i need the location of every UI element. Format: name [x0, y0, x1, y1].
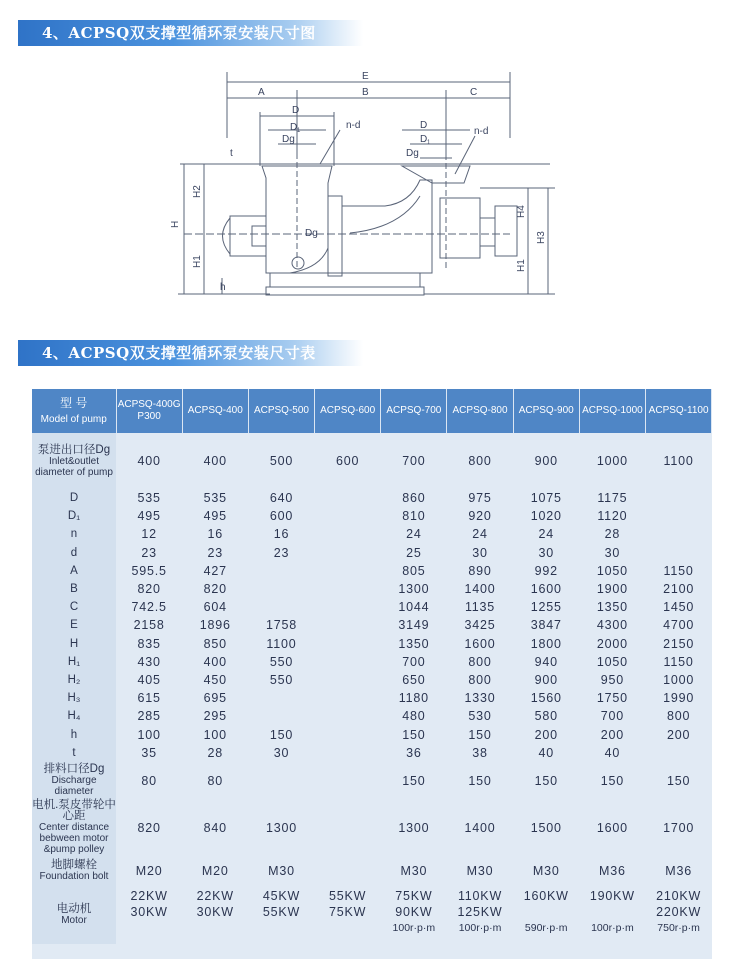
- row-4-cell: 805: [402, 563, 426, 578]
- row-1-cell: 600: [269, 509, 294, 524]
- row-1: [32, 507, 712, 525]
- row-3-cell: 25: [406, 545, 422, 560]
- dim-Dg-left: Dg: [282, 134, 295, 145]
- row-8: [32, 635, 712, 653]
- row-4-cell: 992: [534, 563, 558, 578]
- row-7-cell: 3847: [530, 618, 562, 633]
- row-7: [32, 616, 712, 634]
- table-body: [32, 433, 712, 944]
- row-1-cell: 810: [402, 509, 426, 524]
- row-14-cell: 35: [141, 745, 157, 760]
- dim-H3: H3: [536, 231, 547, 244]
- motor-cell: 75KW 90KW 100r·p·m: [392, 888, 436, 934]
- row-14-cell: 38: [472, 745, 488, 760]
- row-0-cell: 535: [137, 491, 161, 506]
- dim-H: H: [170, 220, 181, 228]
- row-3-cell: 23: [273, 545, 290, 560]
- bolt-row-cell: M30: [400, 863, 428, 878]
- row-0-cell: 1075: [530, 491, 562, 506]
- row-8-cell: 2150: [663, 636, 695, 651]
- row-6-cell: 604: [203, 600, 227, 615]
- row-1-cell: [646, 507, 712, 525]
- row-5-cell: 820: [137, 582, 161, 597]
- row-13-cell: 150: [269, 727, 294, 742]
- row-0-cell: 860: [402, 491, 426, 506]
- row-4: [32, 562, 712, 580]
- dimension-table-panel: [32, 389, 712, 959]
- row-11-cell: 615: [137, 691, 161, 706]
- header-model-3: ACPSQ-600: [315, 389, 381, 433]
- row-9-cell: [315, 653, 381, 671]
- row-0-cell: [646, 489, 712, 507]
- bolt-row-cell: M20: [135, 863, 163, 878]
- row-9-cell: 940: [534, 654, 558, 669]
- row-14-cell: 30: [273, 745, 290, 760]
- row-6-cell: 1350: [596, 600, 628, 615]
- discharge-row-cell: 150: [534, 773, 558, 788]
- motor-cell: 22KW 30KW: [196, 888, 234, 919]
- row-1-cell: [315, 507, 381, 525]
- row-11-cell: 1180: [398, 691, 429, 706]
- dim-t: t: [230, 148, 233, 159]
- row-8-cell: 850: [203, 636, 227, 651]
- row-0: [32, 489, 712, 507]
- row-3-cell: 23: [141, 545, 157, 560]
- dim-D1-left: D: [290, 122, 298, 133]
- row-8-cell: 1800: [530, 636, 562, 651]
- row-12-cell: 285: [137, 709, 161, 724]
- dim-D1-right: D: [420, 134, 428, 145]
- row-9-cell: 1150: [663, 654, 694, 669]
- row-12-cell: 700: [600, 709, 625, 724]
- row-7-cell: 3425: [464, 618, 496, 633]
- row-6-cell: [315, 598, 381, 616]
- dim-E: E: [362, 71, 369, 82]
- center-row-cell: 1700: [663, 820, 695, 835]
- inlet-row-cell: 1100: [663, 454, 694, 468]
- row-12-cell: 580: [534, 709, 558, 724]
- row-5-cell: 1300: [398, 582, 430, 597]
- row-10-cell: 1000: [663, 672, 695, 687]
- row-13-cell: 100: [137, 727, 161, 742]
- inlet-row-cell: 400: [137, 454, 161, 468]
- row-14-cell: 40: [538, 745, 554, 760]
- row-4-cell: 890: [468, 563, 492, 578]
- row-7-cell: 2158: [133, 618, 165, 633]
- row-14-cell: 28: [207, 745, 224, 760]
- row-9-cell: 800: [468, 654, 492, 669]
- motor-cell: 55KW 75KW: [329, 888, 367, 919]
- row-2-cell: 28: [604, 527, 621, 542]
- row-2-label: n: [32, 525, 116, 543]
- row-8-cell: 2000: [596, 636, 628, 651]
- row-4-cell: 427: [203, 563, 227, 578]
- row-9-cell: 400: [203, 654, 227, 669]
- row-1-cell: 495: [203, 509, 227, 524]
- header-model-8: ACPSQ-1100: [646, 389, 712, 433]
- row-7-cell: 4700: [663, 618, 695, 633]
- row-11-cell: 695: [203, 691, 227, 706]
- row-7-cell: 4300: [596, 618, 628, 633]
- drawing-title: 4、ACPSQ双支撑型循环泵安装尺寸图: [18, 20, 363, 46]
- discharge-row: [32, 762, 712, 800]
- row-6-cell: [248, 598, 314, 616]
- row-3-label: d: [32, 544, 116, 562]
- row-0-cell: [315, 489, 381, 507]
- row-7-cell: 3149: [398, 618, 430, 633]
- bolt-row-cell: M30: [268, 863, 295, 878]
- row-14-label: t: [32, 744, 116, 762]
- row-8-cell: 1100: [266, 636, 297, 651]
- row-9-cell: 430: [137, 654, 161, 669]
- row-5-cell: 1900: [596, 582, 628, 597]
- row-14-cell: [646, 744, 712, 762]
- row-2-cell: 24: [472, 527, 488, 542]
- row-5-cell: 2100: [663, 582, 695, 597]
- row-3: [32, 544, 712, 562]
- row-6-cell: 742.5: [131, 600, 167, 615]
- inlet-row-cell: 700: [402, 454, 426, 468]
- row-8-cell: 1350: [398, 636, 430, 651]
- row-13: [32, 725, 712, 743]
- row-5-cell: [248, 580, 314, 598]
- row-8-cell: [315, 635, 381, 653]
- motor-cell: 160KW 590r·p·m: [523, 888, 569, 934]
- dim-B: B: [362, 87, 369, 98]
- row-12-cell: [248, 707, 314, 725]
- row-10-cell: [315, 671, 381, 689]
- row-6-cell: 1255: [530, 600, 562, 615]
- row-9-cell: 1050: [596, 654, 628, 669]
- row-11-cell: 1990: [663, 691, 695, 706]
- row-1-cell: 920: [468, 509, 492, 524]
- row-13-cell: 200: [534, 727, 558, 742]
- dim-D1-left-sub: 1: [297, 128, 301, 134]
- header-model-4: ACPSQ-700: [381, 389, 447, 433]
- row-4-label: A: [32, 562, 116, 580]
- row-13-cell: 200: [666, 727, 691, 742]
- dim-H1-left: H1: [192, 255, 203, 268]
- inlet-row: [32, 433, 712, 489]
- header-model-2: ACPSQ-500: [248, 389, 314, 433]
- row-0-label: D: [32, 489, 116, 507]
- row-8-cell: 1600: [464, 636, 496, 651]
- bolt-row-cell: M36: [665, 863, 692, 878]
- row-10: [32, 671, 712, 689]
- row-12-cell: 480: [402, 709, 426, 724]
- dimension-table: [32, 389, 712, 944]
- bolt-row-cell: M30: [532, 863, 560, 878]
- dim-A: A: [258, 87, 265, 98]
- row-10-cell: 950: [600, 672, 625, 687]
- dim-D1-right-sub: 1: [427, 140, 431, 146]
- row-10-label: H₂: [32, 671, 116, 689]
- inlet-row-label: 泵进出口径Dg Inlet&outlet diameter of pump: [32, 433, 116, 489]
- row-13-label: h: [32, 725, 116, 743]
- row-8-label: H: [32, 635, 116, 653]
- row-1-cell: 1020: [530, 509, 562, 524]
- discharge-row-cell: 150: [402, 773, 426, 788]
- dim-C: C: [470, 87, 478, 98]
- row-5-label: B: [32, 580, 116, 598]
- discharge-row-cell: 80: [141, 773, 157, 788]
- row-9-cell: 700: [402, 654, 426, 669]
- row-5-cell: 1600: [530, 582, 562, 597]
- motor-row-label: 电动机 Motor: [32, 886, 116, 944]
- bolt-row-cell: [315, 856, 381, 886]
- motor-cell: 190KW 100r·p·m: [589, 888, 635, 934]
- row-11-cell: [315, 689, 381, 707]
- row-7-cell: 1758: [265, 618, 297, 633]
- discharge-row-cell: [248, 762, 314, 800]
- row-5-cell: [315, 580, 381, 598]
- inlet-row-cell: 900: [534, 454, 558, 468]
- discharge-row-cell: 80: [207, 773, 224, 788]
- row-6-cell: 1135: [464, 600, 496, 615]
- row-11: [32, 689, 712, 707]
- center-row-cell: 1600: [596, 820, 628, 835]
- row-8-cell: 835: [137, 636, 161, 651]
- row-11-cell: [248, 689, 314, 707]
- row-2-cell: 16: [207, 527, 224, 542]
- row-11-cell: 1750: [596, 691, 628, 706]
- row-1-label: D₁: [32, 507, 116, 525]
- row-4-cell: 1050: [596, 563, 628, 578]
- row-9-cell: 550: [269, 654, 294, 669]
- header-model-label: 型 号 Model of pump: [32, 389, 116, 433]
- center-row-cell: 1500: [530, 820, 562, 835]
- row-6-cell: 1044: [398, 600, 430, 615]
- header-model-1: ACPSQ-400: [182, 389, 248, 433]
- bolt-row: [32, 856, 712, 886]
- row-4-cell: 1150: [663, 563, 694, 578]
- motor-cell: 22KW 30KW: [130, 888, 168, 919]
- motor-cell: 45KW 55KW: [262, 888, 301, 919]
- row-1-cell: 495: [137, 509, 161, 524]
- row-6-label: C: [32, 598, 116, 616]
- bolt-row-label: 地脚螺栓 Foundation bolt: [32, 856, 116, 886]
- inlet-row-cell: 1000: [596, 454, 628, 468]
- row-10-cell: 800: [468, 672, 492, 687]
- row-13-cell: 100: [203, 727, 227, 742]
- row-3-cell: [646, 544, 712, 562]
- dim-h: h: [220, 282, 226, 293]
- motor-row: [32, 886, 712, 944]
- center-row-cell: 1300: [265, 820, 297, 835]
- discharge-row-cell: 150: [468, 773, 492, 788]
- row-2-cell: [646, 525, 712, 543]
- dim-nd-left: n-d: [346, 120, 361, 131]
- row-3-cell: 30: [604, 545, 621, 560]
- dim-H1-right: H1: [516, 259, 527, 272]
- row-13-cell: 150: [402, 727, 426, 742]
- bolt-row-cell: M30: [466, 863, 494, 878]
- bolt-row-cell: M36: [599, 863, 626, 878]
- row-2: [32, 525, 712, 543]
- dim-Dg-center: Dg: [305, 228, 318, 239]
- row-9-label: H₁: [32, 653, 116, 671]
- row-2-cell: 16: [273, 527, 290, 542]
- row-3-cell: 23: [207, 545, 224, 560]
- inlet-row-cell: 500: [269, 454, 294, 468]
- table-title: 4、ACPSQ双支撑型循环泵安装尺寸表: [18, 340, 363, 366]
- row-12-cell: [315, 707, 381, 725]
- row-6: [32, 598, 712, 616]
- row-4-cell: 595.5: [131, 563, 167, 578]
- row-2-cell: 12: [141, 527, 157, 542]
- header-model-6: ACPSQ-900: [513, 389, 579, 433]
- discharge-row-label: 排料口径Dg Discharge diameter: [32, 762, 116, 800]
- row-0-cell: 1175: [597, 491, 628, 506]
- row-10-cell: 550: [269, 672, 294, 687]
- row-1-cell: 1120: [597, 509, 628, 524]
- row-10-cell: 650: [402, 672, 426, 687]
- row-3-cell: [315, 544, 381, 562]
- row-14-cell: [315, 744, 381, 762]
- row-9: [32, 653, 712, 671]
- row-0-cell: 640: [269, 491, 294, 506]
- dim-D-right: D: [420, 120, 428, 131]
- row-3-cell: 30: [472, 545, 488, 560]
- row-11-cell: 1330: [464, 691, 496, 706]
- row-4-cell: [248, 562, 314, 580]
- row-5-cell: 1400: [464, 582, 496, 597]
- inlet-row-cell: 800: [468, 454, 492, 468]
- row-4-cell: [315, 562, 381, 580]
- row-0-cell: 975: [468, 491, 492, 506]
- row-5: [32, 580, 712, 598]
- row-14-cell: 36: [406, 745, 422, 760]
- row-10-cell: 450: [203, 672, 227, 687]
- center-row: [32, 800, 712, 856]
- row-11-cell: 1560: [530, 691, 562, 706]
- row-14-cell: 40: [604, 745, 621, 760]
- dim-Dg-right: Dg: [406, 148, 419, 159]
- row-2-cell: 24: [538, 527, 554, 542]
- row-12: [32, 707, 712, 725]
- row-10-cell: 405: [137, 672, 161, 687]
- pump-installation-drawing: [170, 68, 570, 318]
- row-12-cell: 530: [468, 709, 492, 724]
- row-7-cell: 1896: [199, 618, 231, 633]
- header-model-5: ACPSQ-800: [447, 389, 513, 433]
- row-13-cell: 150: [468, 727, 492, 742]
- header-model-0: ACPSQ-400G P300: [116, 389, 182, 433]
- center-row-cell: [315, 800, 381, 856]
- row-2-cell: [315, 525, 381, 543]
- row-13-cell: [315, 725, 381, 743]
- header-row: [32, 389, 712, 433]
- row-7-label: E: [32, 616, 116, 634]
- dim-nd-right: n-d: [474, 126, 489, 137]
- row-0-cell: 535: [203, 491, 227, 506]
- center-row-cell: 820: [137, 820, 161, 835]
- row-13-cell: 200: [600, 727, 625, 742]
- dim-H2: H2: [192, 185, 203, 198]
- bolt-row-cell: M20: [201, 863, 229, 878]
- row-10-cell: 900: [534, 672, 558, 687]
- row-12-cell: 800: [666, 709, 691, 724]
- discharge-row-cell: [315, 762, 381, 800]
- inlet-row-cell: 600: [336, 454, 360, 468]
- row-12-label: H₄: [32, 707, 116, 725]
- row-2-cell: 24: [406, 527, 422, 542]
- center-row-cell: 1300: [398, 820, 430, 835]
- motor-cell: 110KW 125KW 100r·p·m: [457, 888, 503, 934]
- row-14: [32, 744, 712, 762]
- row-11-label: H₃: [32, 689, 116, 707]
- inlet-row-cell: 400: [203, 454, 227, 468]
- row-12-cell: 295: [203, 709, 227, 724]
- discharge-row-cell: 150: [666, 773, 691, 788]
- row-5-cell: 820: [203, 582, 227, 597]
- center-row-label: 电机.泵皮带轮中心距 Center distance bebween motor &pump polley: [32, 799, 116, 856]
- discharge-row-cell: 150: [600, 773, 625, 788]
- row-3-cell: 30: [538, 545, 554, 560]
- header-model-7: ACPSQ-1000: [579, 389, 645, 433]
- dim-H4: H4: [516, 205, 527, 218]
- center-row-cell: 1400: [464, 820, 496, 835]
- row-7-cell: [315, 616, 381, 634]
- motor-cell: 210KW 220KW 750r·p·m: [656, 888, 702, 934]
- row-6-cell: 1450: [663, 600, 695, 615]
- dim-D-left: D: [292, 105, 300, 116]
- center-row-cell: 840: [203, 820, 227, 835]
